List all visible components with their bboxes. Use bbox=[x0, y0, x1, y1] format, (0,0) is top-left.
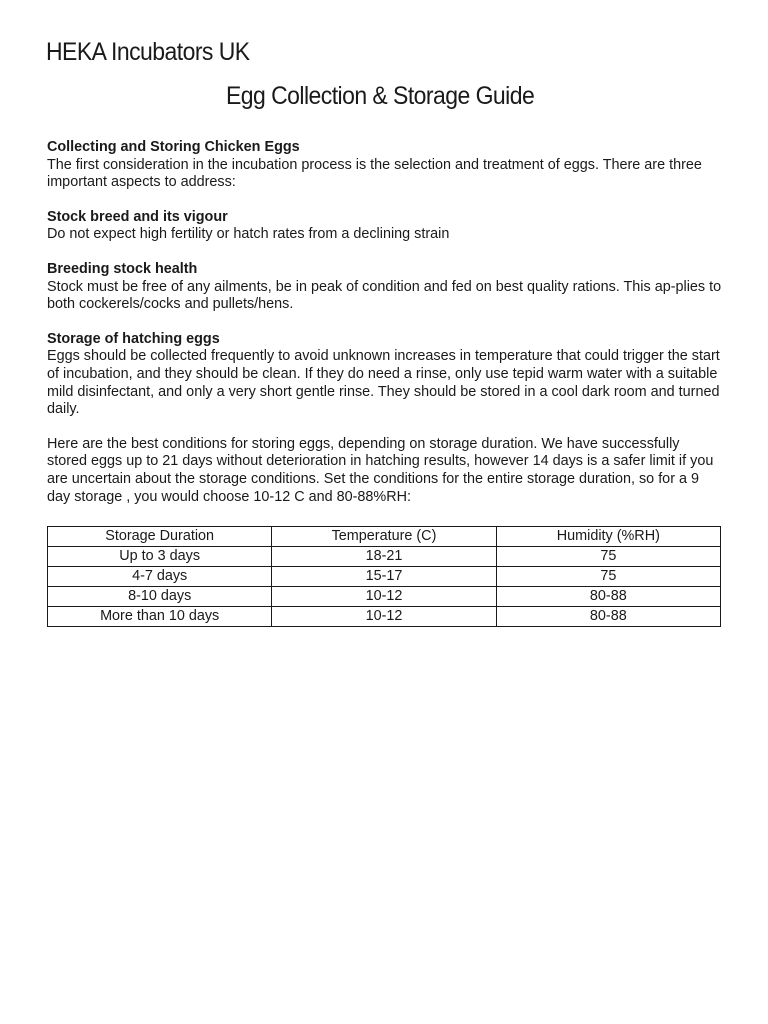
table-row bbox=[48, 587, 721, 607]
cell-duration: Up to 3 days bbox=[48, 547, 272, 567]
table-row bbox=[48, 567, 721, 587]
brand-name: HEKA Incubators UK bbox=[46, 38, 250, 66]
section-text: Do not expect high fertility or hatch rates from a declining strain bbox=[47, 226, 450, 243]
section-heading: Stock breed and its vigour bbox=[47, 208, 228, 225]
column-header-duration: Storage Duration bbox=[48, 527, 272, 547]
table-row bbox=[48, 547, 721, 567]
cell-humidity: 75 bbox=[496, 547, 720, 567]
column-header-temperature: Temperature (C) bbox=[272, 527, 496, 547]
cell-humidity: 80-88 bbox=[496, 587, 720, 607]
cell-temperature: 10-12 bbox=[272, 587, 496, 607]
column-header-humidity: Humidity (%RH) bbox=[496, 527, 720, 547]
cell-temperature: 15-17 bbox=[272, 567, 496, 587]
section-text: Eggs should be collected frequently to avoid unknown increases in temperature that could trigger the start of incubation, and they should be clean. If they do need a rinse, only use tepid warm water with a suitable mild disinfectant, and only a very short gentle rinse. They should be stored in a cool dark room and turned daily. bbox=[47, 348, 720, 418]
storage-conditions-table bbox=[47, 526, 721, 627]
section-breeding-health bbox=[47, 261, 723, 314]
cell-temperature: 18-21 bbox=[272, 547, 496, 567]
table-header-row bbox=[48, 527, 721, 547]
section-heading: Storage of hatching eggs bbox=[47, 330, 220, 347]
section-text: The first consideration in the incubation process is the selection and treatment of eggs. There are three important aspects to address: bbox=[47, 156, 702, 191]
document-title: Egg Collection & Storage Guide bbox=[226, 82, 535, 110]
section-storage-conditions bbox=[47, 436, 723, 506]
document-body bbox=[47, 139, 723, 523]
section-heading: Breeding stock health bbox=[47, 260, 198, 277]
section-stock-breed bbox=[47, 209, 723, 244]
cell-humidity: 75 bbox=[496, 567, 720, 587]
section-collecting-storing bbox=[47, 139, 723, 192]
cell-duration: 4-7 days bbox=[48, 567, 272, 587]
cell-humidity: 80-88 bbox=[496, 607, 720, 627]
conditions-paragraph: Here are the best conditions for storing eggs, depending on storage duration. We have successfully stored eggs up to 21 days without deterioration in hatching results, however 14 days is a safer limit if you are uncertain about the storage conditions. Set the conditions for the entire storage duration, so for a 9 day storage , you would choose 10-12 C and 80-88%RH: bbox=[47, 435, 714, 505]
cell-temperature: 10-12 bbox=[272, 607, 496, 627]
table-row bbox=[48, 607, 721, 627]
section-storage-hatching bbox=[47, 331, 723, 419]
section-heading: Collecting and Storing Chicken Eggs bbox=[47, 139, 300, 155]
cell-duration: More than 10 days bbox=[48, 607, 272, 627]
section-text: Stock must be free of any ailments, be in peak of condition and fed on best quality rations. This ap-plies to both cockerels/cocks and pullets/hens. bbox=[47, 278, 722, 313]
cell-duration: 8-10 days bbox=[48, 587, 272, 607]
